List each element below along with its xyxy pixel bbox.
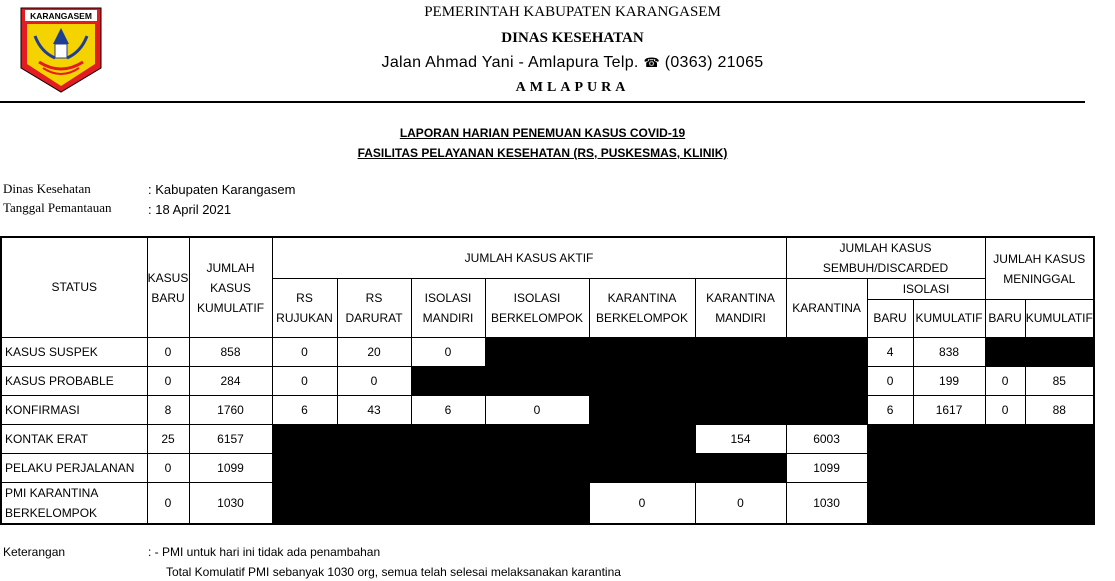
cell-blocked <box>1025 483 1094 525</box>
cell-blocked <box>1025 425 1094 454</box>
cell-baru: 8 <box>147 396 189 425</box>
cell-blocked <box>985 483 1025 525</box>
table-row <box>1 483 1094 525</box>
dinas-label: Dinas Kesehatan <box>3 181 91 196</box>
cell-status: KASUS SUSPEK <box>1 338 147 367</box>
cell-karantina: 6003 <box>786 425 867 454</box>
cell-blocked <box>985 338 1025 367</box>
cell-karantina: 1099 <box>786 454 867 483</box>
cell-kumulatif: 1760 <box>189 396 272 425</box>
cell-rs-rujukan: 0 <box>272 367 337 396</box>
cell-blocked <box>786 396 867 425</box>
cell-blocked <box>589 425 695 454</box>
cell-baru: 0 <box>147 338 189 367</box>
cell-rs-rujukan: 0 <box>272 338 337 367</box>
cell-meninggal-kumulatif: 88 <box>1025 396 1094 425</box>
cell-blocked <box>485 483 589 525</box>
th-karantina-berkelompok: KARANTINA BERKELOMPOK <box>589 279 695 338</box>
th-meninggal-baru: BARU <box>985 300 1025 338</box>
notes-line2: Total Komulatif PMI sebanyak 1030 org, semua telah selesai melaksanakan karantina <box>166 565 621 579</box>
header-row-1 <box>1 237 1094 279</box>
cell-isolasi-mandiri: 6 <box>411 396 485 425</box>
header-divider <box>0 101 1085 103</box>
th-karantina: KARANTINA <box>786 279 867 338</box>
cell-sembuh-kumulatif: 838 <box>913 338 985 367</box>
th-jumlah-kasus-meninggal: JUMLAH KASUS MENINGGAL <box>985 237 1094 300</box>
header-phone: (0363) 21065 <box>664 54 764 71</box>
report-subtitle: FASILITAS PELAYANAN KESEHATAN (RS, PUSKESMAS, KLINIK) <box>357 146 728 160</box>
header-department: DINAS KESEHATAN <box>501 30 644 46</box>
cell-kumulatif: 284 <box>189 367 272 396</box>
tanggal-value: : 18 April 2021 <box>148 202 232 217</box>
cell-rs-darurat: 20 <box>337 338 411 367</box>
dinas-value: : Kabupaten Karangasem <box>148 182 296 197</box>
covid-report-table <box>0 236 1095 525</box>
cell-baru: 0 <box>147 367 189 396</box>
th-kasus-baru: KASUS BARU <box>147 237 189 338</box>
th-rs-darurat: RS DARURAT <box>337 279 411 338</box>
cell-status: KONTAK ERAT <box>1 425 147 454</box>
th-jumlah-kasus-aktif: JUMLAH KASUS AKTIF <box>272 237 786 279</box>
th-isolasi-berkelompok: ISOLASI BERKELOMPOK <box>485 279 589 338</box>
cell-sembuh-baru: 4 <box>867 338 913 367</box>
cell-blocked <box>1025 338 1094 367</box>
cell-blocked <box>985 454 1025 483</box>
cell-blocked <box>786 367 867 396</box>
th-karantina-mandiri: KARANTINA MANDIRI <box>695 279 786 338</box>
header-city: AMLAPURA <box>515 80 630 95</box>
cell-blocked <box>337 425 411 454</box>
cell-blocked <box>867 454 913 483</box>
cell-status: KONFIRMASI <box>1 396 147 425</box>
cell-blocked <box>272 483 337 525</box>
cell-blocked <box>786 338 867 367</box>
cell-rs-darurat: 43 <box>337 396 411 425</box>
cell-blocked <box>589 367 695 396</box>
cell-karantina: 1030 <box>786 483 867 525</box>
logo-text: KARANGASEM <box>30 11 92 21</box>
cell-blocked <box>695 396 786 425</box>
cell-blocked <box>867 483 913 525</box>
report-title: LAPORAN HARIAN PENEMUAN KASUS COVID-19 <box>399 126 686 140</box>
cell-sembuh-baru: 0 <box>867 367 913 396</box>
cell-baru: 0 <box>147 454 189 483</box>
cell-kumulatif: 1030 <box>189 483 272 525</box>
cell-blocked <box>485 338 589 367</box>
cell-blocked <box>589 396 695 425</box>
cell-sembuh-kumulatif: 199 <box>913 367 985 396</box>
th-rs-rujukan: RS RUJUKAN <box>272 279 337 338</box>
table-row <box>1 338 1094 367</box>
cell-kumulatif: 1099 <box>189 454 272 483</box>
cell-sembuh-baru: 6 <box>867 396 913 425</box>
th-sembuh-kumulatif: KUMULATIF <box>913 300 985 338</box>
cell-karantina-mandiri: 154 <box>695 425 786 454</box>
cell-status: PELAKU PERJALANAN <box>1 454 147 483</box>
cell-status-line1: PMI KARANTINA <box>5 486 99 500</box>
cell-blocked <box>485 454 589 483</box>
cell-blocked <box>695 454 786 483</box>
table-row <box>1 396 1094 425</box>
notes-line1: : - PMI untuk hari ini tidak ada penambahan <box>148 545 381 559</box>
cell-blocked <box>272 454 337 483</box>
table-row <box>1 454 1094 483</box>
cell-sembuh-kumulatif: 1617 <box>913 396 985 425</box>
cell-status: KASUS PROBABLE <box>1 367 147 396</box>
header-address-text: Jalan Ahmad Yani - Amlapura Telp. <box>381 54 639 71</box>
th-isolasi-mandiri: ISOLASI MANDIRI <box>411 279 485 338</box>
cell-blocked <box>589 338 695 367</box>
cell-blocked <box>411 454 485 483</box>
cell-blocked <box>411 425 485 454</box>
cell-baru: 0 <box>147 483 189 525</box>
cell-blocked <box>913 483 985 525</box>
cell-meninggal-baru: 0 <box>985 396 1025 425</box>
cell-kumulatif: 858 <box>189 338 272 367</box>
cell-blocked <box>695 367 786 396</box>
cell-blocked <box>867 425 913 454</box>
cell-blocked <box>485 367 589 396</box>
cell-karantina-mandiri: 0 <box>695 483 786 525</box>
th-jumlah-kasus-sembuh: JUMLAH KASUS SEMBUH/DISCARDED <box>786 237 985 279</box>
th-status: STATUS <box>1 237 147 338</box>
cell-meninggal-kumulatif: 85 <box>1025 367 1094 396</box>
cell-blocked <box>272 425 337 454</box>
cell-rs-darurat: 0 <box>337 367 411 396</box>
cell-blocked <box>913 425 985 454</box>
th-isolasi: ISOLASI <box>867 279 985 300</box>
cell-blocked <box>589 454 695 483</box>
th-jumlah-kasus-kumulatif: JUMLAH KASUS KUMULATIF <box>189 237 272 338</box>
cell-baru: 25 <box>147 425 189 454</box>
cell-blocked <box>985 425 1025 454</box>
cell-status <box>1 483 147 525</box>
th-sembuh-baru: BARU <box>867 300 913 338</box>
header-government: PEMERINTAH KABUPATEN KARANGASEM <box>424 4 721 20</box>
tanggal-label: Tanggal Pemantauan <box>3 200 112 215</box>
cell-blocked <box>337 483 411 525</box>
notes-label: Keterangan <box>3 545 66 559</box>
cell-blocked <box>411 483 485 525</box>
cell-rs-rujukan: 6 <box>272 396 337 425</box>
cell-meninggal-baru: 0 <box>985 367 1025 396</box>
cell-karantina-berkelompok: 0 <box>589 483 695 525</box>
th-meninggal-kumulatif: KUMULATIF <box>1025 300 1094 338</box>
cell-blocked <box>337 454 411 483</box>
cell-blocked <box>913 454 985 483</box>
cell-kumulatif: 6157 <box>189 425 272 454</box>
cell-isolasi-berkelompok: 0 <box>485 396 589 425</box>
phone-icon: ☎ <box>643 55 660 70</box>
cell-blocked <box>695 338 786 367</box>
table-row <box>1 425 1094 454</box>
cell-blocked <box>485 425 589 454</box>
table-row <box>1 367 1094 396</box>
cell-blocked <box>1025 454 1094 483</box>
cell-isolasi-mandiri: 0 <box>411 338 485 367</box>
cell-status-line2: BERKELOMPOK <box>5 506 98 520</box>
cell-blocked <box>411 367 485 396</box>
header-address <box>30 54 1115 72</box>
